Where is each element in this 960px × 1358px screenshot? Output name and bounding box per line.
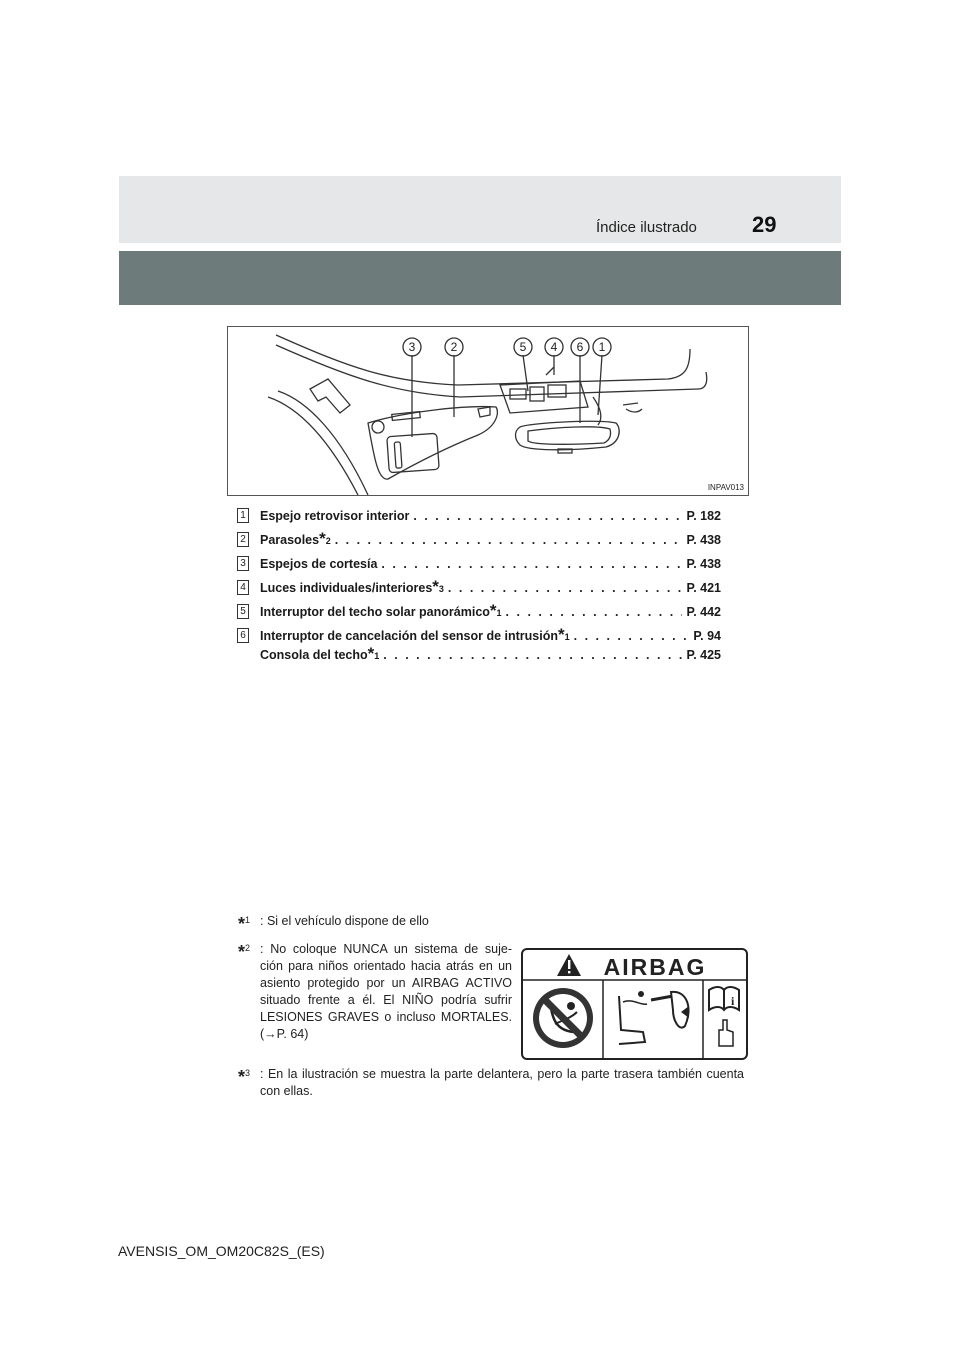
callout-label: 2 — [450, 340, 458, 354]
footnote-text: : No coloque NUNCA un sistema de suje-ción para niños orientado hacia atrás en un asiento protegido por un AIRBAG ACTIVO situado frente a él. El NIÑO podría sufrir LESIONES GRAVES o incluso MORTALES. (→P. 64) — [260, 942, 512, 1041]
footnote — [238, 1065, 748, 1105]
airbag-warning-label — [521, 948, 748, 1060]
overhead-console-drawing — [228, 327, 748, 495]
footnote-mark: 2 — [325, 536, 331, 546]
footnote — [238, 940, 510, 1050]
footnote-mark: 1 — [496, 608, 502, 618]
callout-label: 6 — [576, 340, 584, 354]
item-page-ref[interactable]: P. 438 — [686, 557, 721, 571]
document-code: AVENSIS_OM_OM20C82S_(ES) — [118, 1243, 325, 1259]
list-item — [237, 507, 727, 531]
callout-label: 5 — [519, 340, 527, 354]
page-number: 29 — [752, 212, 777, 237]
item-label: Interruptor de cancelación del sensor de intrusión — [260, 629, 558, 643]
list-item — [237, 555, 727, 579]
svg-text:i: i — [731, 994, 735, 1008]
footnote-text: : En la ilustración se muestra la parte delantera, pero la parte trasera también cuenta con ellas. — [260, 1067, 744, 1098]
item-number: 5 — [237, 604, 249, 619]
figure-code: INPAV013 — [707, 483, 744, 492]
footnote-text: : Si el vehículo dispone de ello — [260, 914, 429, 928]
overhead-illustration — [227, 326, 749, 496]
footnote-mark: 1 — [374, 651, 380, 661]
item-label: Interruptor del techo solar panorámico — [260, 605, 490, 619]
item-page-ref[interactable]: P. 425 — [686, 648, 721, 662]
list-item: 2 Parasoles * 2 . . . P. 438 — [237, 531, 727, 555]
manual-book-icon — [709, 987, 739, 1046]
item-list — [237, 507, 727, 669]
callout-label: 3 — [408, 340, 416, 354]
footnote-mark: 2 — [245, 943, 251, 953]
item-label: Espejo retrovisor interior — [260, 509, 410, 523]
asterisk-icon: * — [238, 942, 246, 962]
list-item: 5 Interruptor del techo solar panorámico * 1 . . . P. 442 — [237, 603, 727, 627]
item-number: 2 — [237, 532, 249, 547]
item-label: Consola del techo — [260, 648, 368, 662]
item-page-ref[interactable]: P. 421 — [686, 581, 721, 595]
asterisk-icon: * — [238, 914, 246, 934]
item-label: Parasoles — [260, 533, 320, 547]
item-page-ref[interactable]: P. 94 — [693, 629, 721, 643]
airbag-title: AIRBAG — [603, 954, 707, 980]
header-bar — [119, 176, 841, 243]
no-child-seat-icon — [533, 988, 593, 1048]
seat-airbag-icon — [619, 991, 689, 1044]
list-item: 6 Interruptor de cancelación del sensor de intrusión * 1 . . . P. 94 Consola del techo * 1 . . . P. 425 — [237, 627, 727, 669]
airbag-warning-graphic — [523, 950, 746, 1058]
footnote-mark: 1 — [564, 632, 570, 642]
callout-label: 1 — [598, 340, 606, 354]
footnote-mark: 1 — [245, 915, 251, 925]
section-title: Índice ilustrado — [596, 219, 697, 236]
item-label: Luces individuales/interiores — [260, 581, 433, 595]
item-page-ref[interactable]: P. 182 — [686, 509, 721, 523]
list-item: 4 Luces individuales/interiores * 3 . . . P. 421 — [237, 579, 727, 603]
asterisk-icon: * — [238, 1067, 246, 1087]
footnote — [238, 912, 748, 932]
footnote-mark: 3 — [438, 584, 444, 594]
warning-triangle-icon — [557, 954, 581, 976]
item-page-ref[interactable]: P. 438 — [686, 533, 721, 547]
item-number: 6 — [237, 628, 249, 643]
callout-label: 4 — [550, 340, 558, 354]
item-number: 4 — [237, 580, 249, 595]
item-label: Espejos de cortesía — [260, 557, 378, 571]
item-number: 3 — [237, 556, 249, 571]
footnote-mark: 3 — [245, 1068, 251, 1078]
item-number: 1 — [237, 508, 249, 523]
item-page-ref[interactable]: P. 442 — [686, 605, 721, 619]
header-band — [119, 251, 841, 305]
